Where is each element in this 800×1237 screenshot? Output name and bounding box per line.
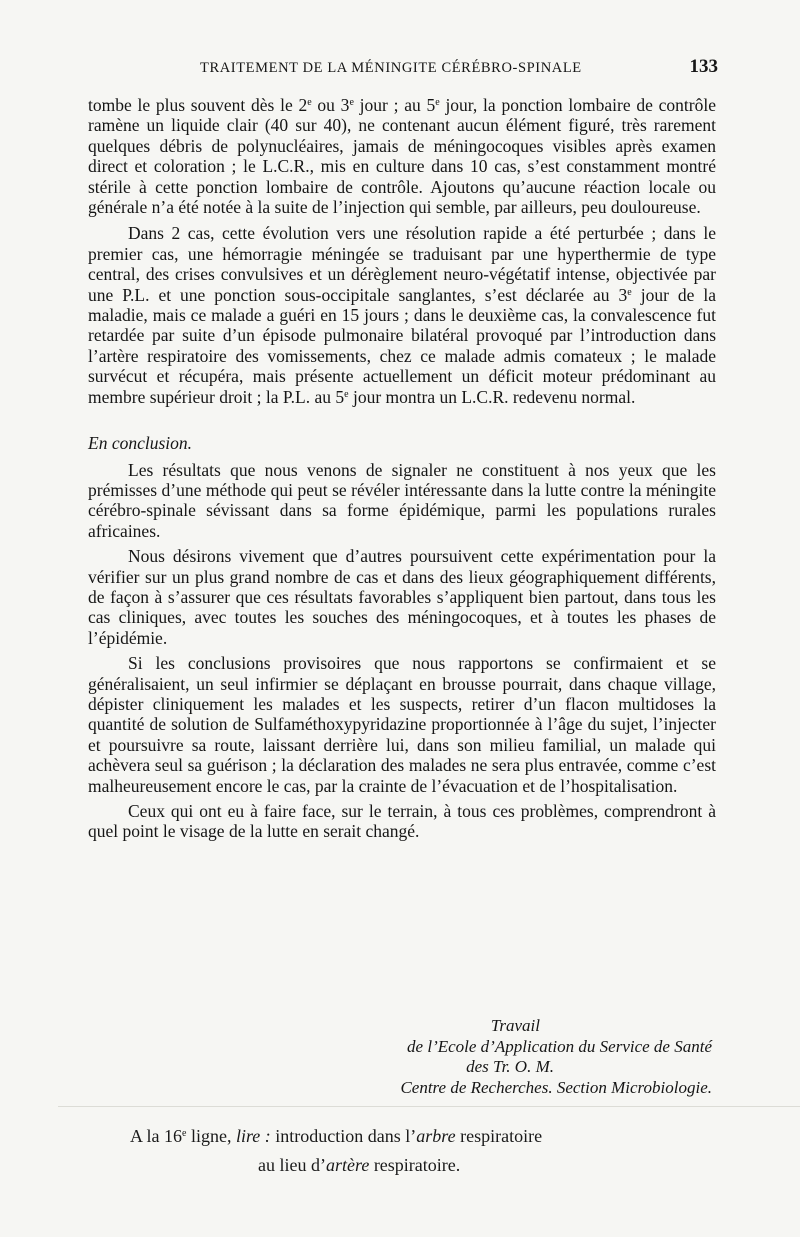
page-number: 133 — [689, 56, 718, 77]
erratum-line-2: au lieu d’artère respiratoire. — [258, 1155, 461, 1175]
running-head-title: TRAITEMENT DE LA MÉNINGITE CÉRÉBRO-SPINALE — [200, 60, 582, 76]
signature-line-1: Travail — [490, 1016, 540, 1035]
paragraph-6: Ceux qui ont eu à faire face, sur le terrain, à tous ces problèmes, comprendront à quel point le visage de la lutte en serait changé. — [88, 801, 716, 842]
section-heading: En conclusion. — [88, 433, 193, 454]
paragraph-2: Dans 2 cas, cette évolution vers une résolution rapide a été perturbée ; dans le premier cas, une hémorragie méningée se traduisant par une hyperthermie de type central, des crises convulsives et un dérèglement neuro-végétatif intense, objectivée par une P.L. et une ponction sous-occipitale sanglantes, s’est déclarée au 3e jour de la maladie, mais ce malade a guéri en 15 jours ; dans le deuxième cas, la convalescence fut retardée par suite d’un épisode pulmonaire bilatéral provoqué par l’introduction dans l’artère respiratoire des vomissements, chez ce malade admis comateux ; le malade survécut et récupéra, mais présente actuellement un déficit moteur prédominant au membre supérieur droit ; la P.L. au 5e jour montra un L.C.R. redevenu normal. — [88, 223, 717, 407]
running-head — [88, 58, 718, 82]
erratum-line-1: A la 16e ligne, lire : introduction dans l’arbre respiratoire — [130, 1126, 543, 1146]
paragraph-3: Les résultats que nous venons de signaler ne constituent à nos yeux que les prémisses d’une méthode qui peut se révéler intéressante dans la lutte contre la méningite cérébro-spinale sévissant dans sa forme épidémique, parmi les populations rurales africaines. — [88, 459, 716, 541]
signature-line-2: de l’Ecole d’Application du Service de Santé — [407, 1036, 712, 1056]
affiliation-signature — [200, 1016, 712, 1098]
signature-line-4: Centre de Recherches. Section Microbiologie. — [400, 1077, 712, 1097]
article-body — [88, 95, 716, 842]
paragraph-5: Si les conclusions provisoires que nous rapportons se confirmaient et se généralisaient, un seul infirmier se déplaçant en brousse pourrait, dans chaque village, dépister cliniquement les malades et les suspects, retirer d’un flacon multidoses la quantité de solution de Sulfaméthoxypyridazine proportionnée à l’âge du sujet, l’injecter et poursuivre sa route, laissant derrière lui, dans son milieu familial, un malade qui achèvera seul sa guérison ; la déclaration des malades ne sera plus entravée, comme c’est malheureusement encore le cas, par la crainte de l’évacuation et de l’hospitalisation. — [88, 653, 716, 796]
paragraph-4: Nous désirons vivement que d’autres poursuivent cette expérimentation pour la vérifier sur un plus grand nombre de cas et dans des lieux géographiquement différents, de façon à s’assurer que ces résultats favorables s’appliquent bien partout, dans tous les cas cliniques, avec toutes les souches des méningocoques, et à toutes les phases de l’épidémie. — [88, 546, 716, 648]
erratum-note — [130, 1122, 690, 1180]
paragraph-1: tombe le plus souvent dès le 2e ou 3e jour ; au 5e jour, la ponction lombaire de contrôle ramène un liquide clair (40 sur 40), ne contenant aucun élément figuré, très rarement quelques débris de polynucléaires, jamais de méningocoques visibles après examen direct et coloration ; le L.C.R., mis en culture dans 10 cas, s’est constamment montré stérile à cette ponction lombaire de contrôle. Ajoutons qu’aucune réaction locale ou générale n’a été notée à la suite de l’injection qui semble, par ailleurs, peu douloureuse. — [88, 95, 716, 218]
signature-line-3: des Tr. O. M. — [466, 1057, 554, 1076]
